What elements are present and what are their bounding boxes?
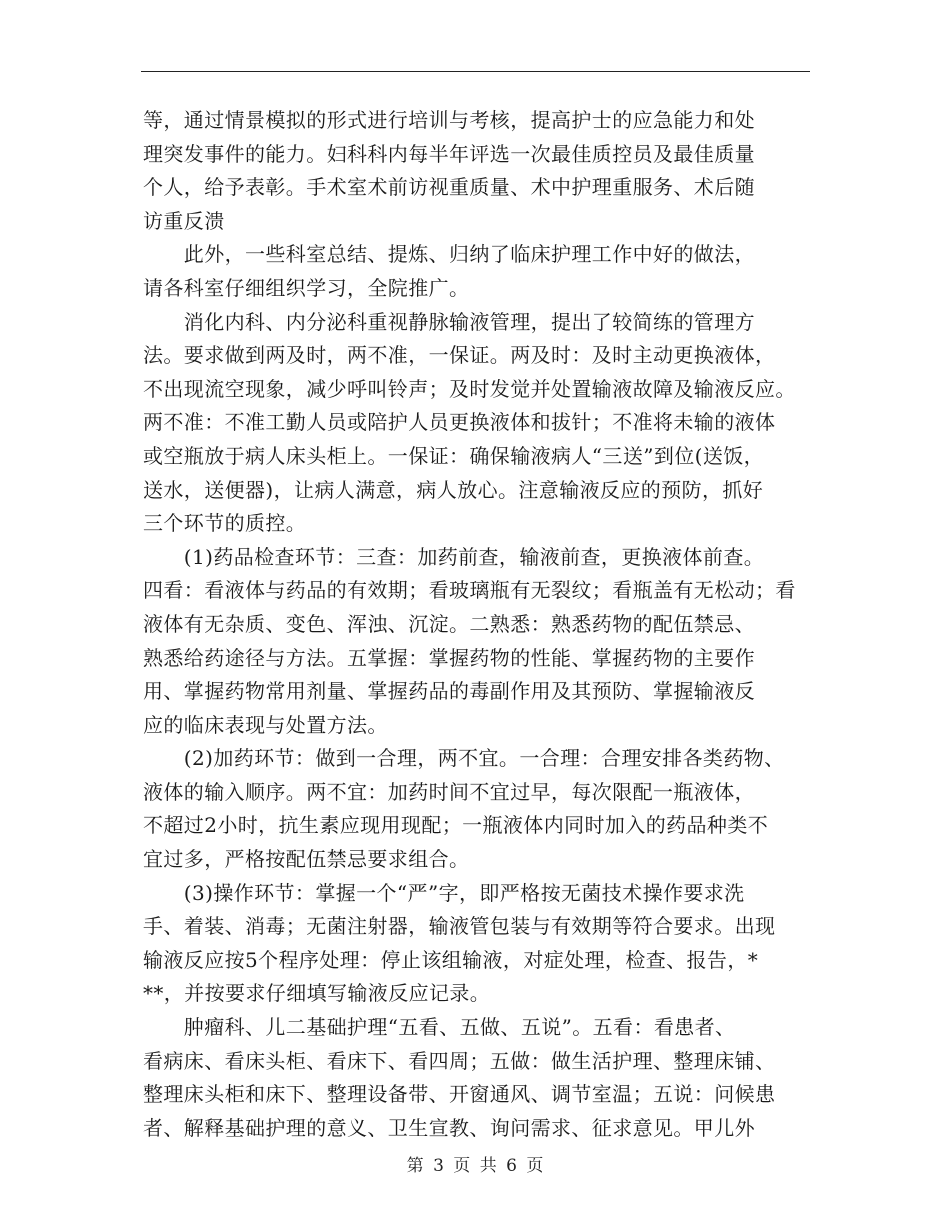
text-line: **，并按要求仔细填写输液反应记录。 (143, 981, 491, 1006)
text-line: 理突发事件的能力。妇科科内每半年评选一次最佳质控员及最佳质量 (143, 141, 755, 166)
footer-prefix: 第 (406, 1156, 424, 1176)
text-line: 宜过多，严格按配伍禁忌要求组合。 (143, 847, 470, 872)
text-line: 个人，给予表彰。手术室术前访视重质量、术中护理重服务、术后随 (143, 175, 755, 200)
text-line: 消化内科、内分泌科重视静脉输液管理，提出了较简练的管理方 (143, 309, 755, 334)
footer-suffix: 页 (526, 1156, 544, 1176)
text-line: 或空瓶放于病人床头柜上。一保证：确保输液病人“三送”到位(送饭， (143, 443, 765, 468)
text-line: 肿瘤科、儿二基础护理“五看、五做、五说”。五看：看患者、 (143, 1015, 736, 1040)
text-line: 访重反溃 (143, 208, 225, 233)
text-line: (1)药品检查环节：三查：加药前查，输液前查，更换液体前查。 (143, 544, 765, 569)
text-line: 整理床头柜和床下、整理设备带、开窗通风、调节室温；五说：问候患 (143, 1082, 776, 1107)
footer-current-page: 3 (433, 1156, 444, 1176)
footer-of-word: 共 (479, 1156, 497, 1176)
text-line: 送水，送便器)，让病人满意，病人放心。注意输液反应的预防，抓好 (143, 477, 764, 502)
text-line: 法。要求做到两及时，两不准，一保证。两及时：及时主动更换液体， (143, 343, 776, 368)
text-line: 此外，一些科室总结、提炼、归纳了临床护理工作中好的做法， (143, 242, 755, 267)
footer-total-pages: 6 (506, 1156, 517, 1176)
text-line: 不出现流空现象，减少呼叫铃声；及时发觉并处置输液故障及输液反应。 (143, 376, 796, 401)
text-line: (3)操作环节：掌握一个“严”字，即严格按无菌技术操作要求洗 (143, 880, 745, 905)
text-line: 不超过2小时，抗生素应现用现配；一瓶液体内同时加入的药品种类不 (143, 813, 769, 838)
text-line: 两不准：不准工勤人员或陪护人员更换液体和拔针；不准将未输的液体 (143, 410, 776, 435)
text-line: 应的临床表现与处置方法。 (143, 712, 388, 737)
text-line: 等，通过情景模拟的形式进行培训与考核，提高护士的应急能力和处 (143, 108, 755, 132)
text-line: 液体的输入顺序。两不宜：加药时间不宜过早，每次限配一瓶液体， (143, 779, 755, 804)
text-line: 手、着装、消毒；无菌注射器，输液管包装与有效期等符合要求。出现 (143, 914, 776, 939)
text-line: 四看：看液体与药品的有效期；看玻璃瓶有无裂纹；看瓶盖有无松动；看 (143, 578, 796, 603)
body-text (143, 104, 809, 1145)
text-line: 三个环节的质控。 (143, 511, 307, 536)
text-line: 液体有无杂质、变色、浑浊、沉淀。二熟悉：熟悉药物的配伍禁忌、 (143, 611, 755, 636)
page-footer (0, 1154, 950, 1178)
text-line: 请各科室仔细组织学习，全院推广。 (143, 275, 470, 300)
text-line: (2)加药环节：做到一合理，两不宜。一合理：合理安排各类药物、 (143, 746, 785, 771)
text-line: 用、掌握药物常用剂量、掌握药品的毒副作用及其预防、掌握输液反 (143, 679, 755, 704)
header-rule (141, 71, 810, 72)
footer-page-word: 页 (453, 1156, 471, 1176)
text-line: 熟悉给药途径与方法。五掌握：掌握药物的性能、掌握药物的主要作 (143, 645, 755, 670)
text-line: 输液反应按5个程序处理：停止该组输液，对症处理，检查、报告，* (143, 947, 759, 972)
text-line: 者、解释基础护理的意义、卫生宣教、询问需求、征求意见。甲儿外 (143, 1115, 755, 1140)
text-line: 看病床、看床头柜、看床下、看四周；五做：做生活护理、整理床铺、 (143, 1048, 776, 1073)
